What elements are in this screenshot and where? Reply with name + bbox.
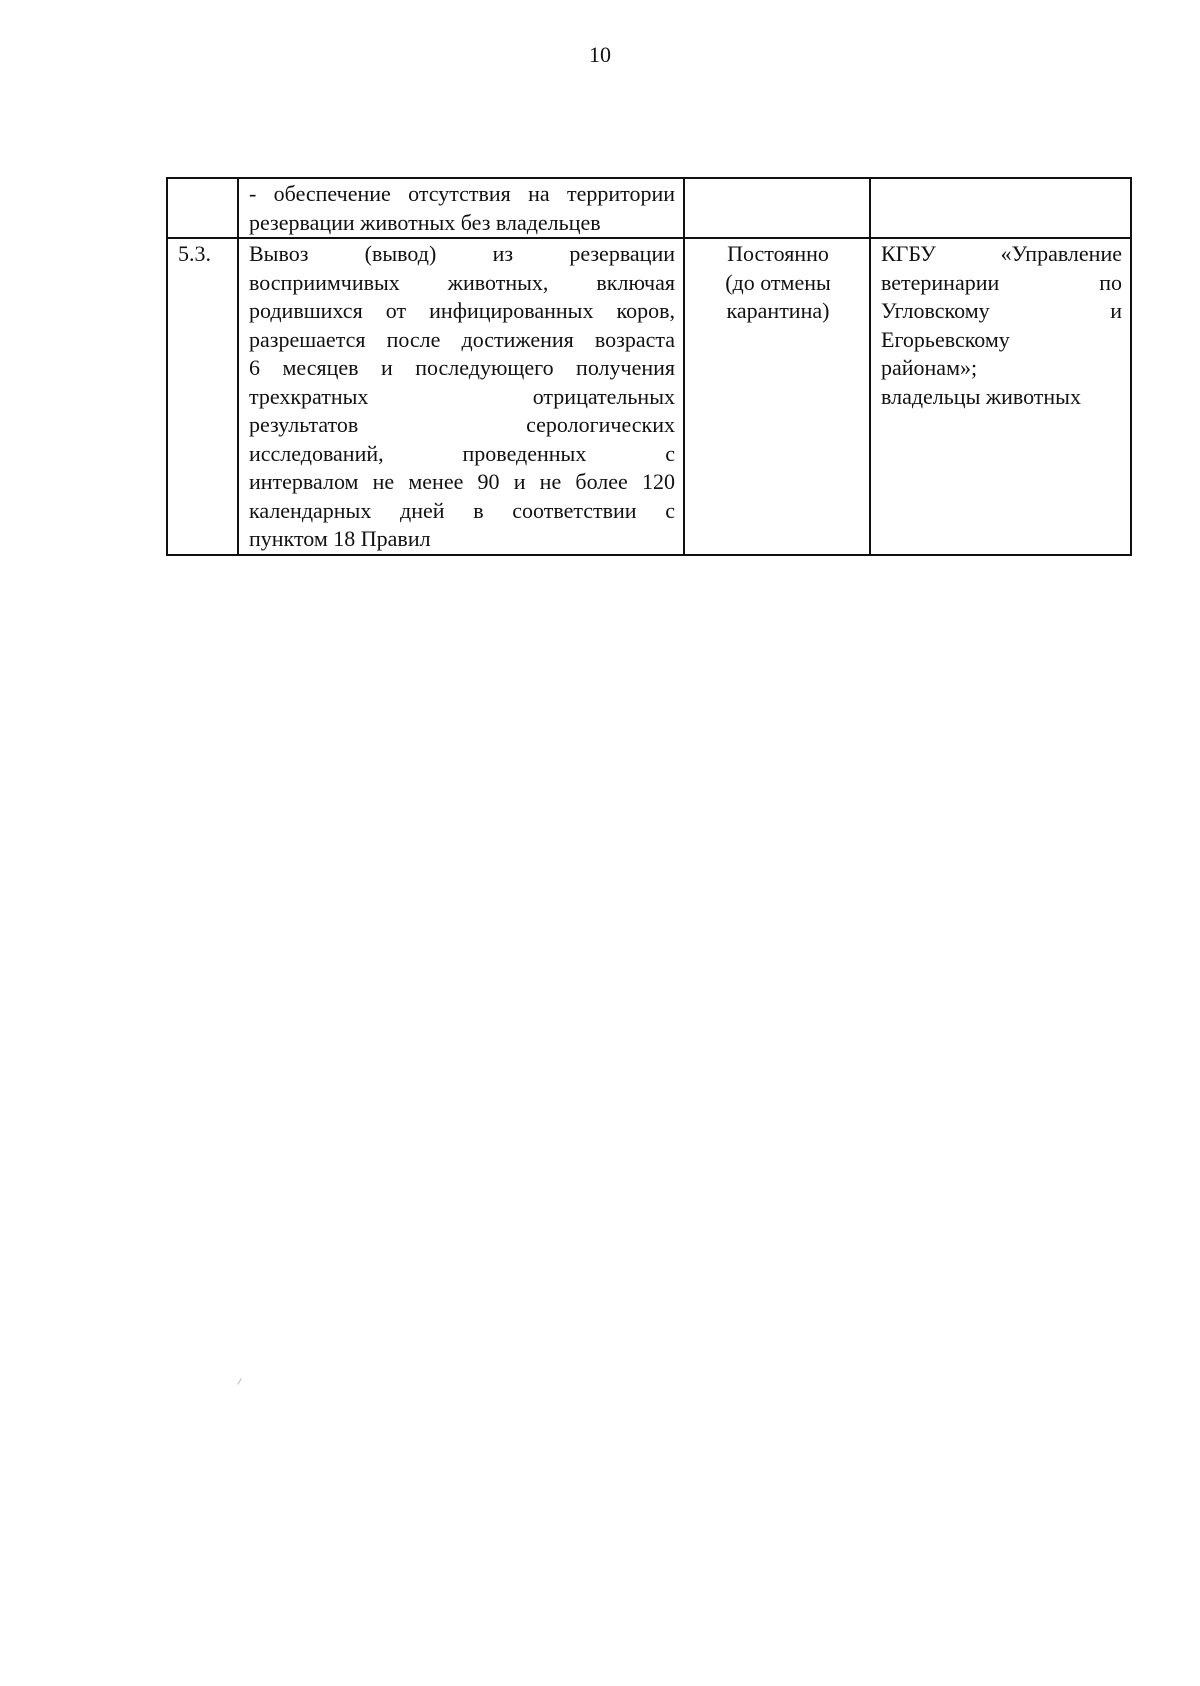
measure-text-line: исследований, проведенных с	[249, 440, 675, 466]
table-row	[167, 178, 1131, 238]
scan-artifact-mark	[237, 1378, 241, 1385]
responsible-line: владельцы животных	[881, 383, 1081, 409]
measure-text-line: интервалом не менее 90 и не более 120	[249, 469, 675, 494]
measure-text-line: пунктом 18 Правил	[249, 526, 431, 551]
measure-text-line: восприимчивых животных, включая	[249, 269, 675, 295]
measure-text-line: трехкратных отрицательных	[249, 383, 675, 409]
measure-text-line: 6 месяцев и последующего получения	[249, 355, 675, 380]
responsible-line: Егорьевскому	[881, 326, 1010, 352]
row-number-cell	[167, 178, 238, 238]
responsible-line: КГБУ «Управление	[881, 241, 1122, 266]
measure-text-line: разрешается после достижения возраста	[249, 326, 675, 352]
measure-text-cell	[238, 178, 684, 238]
row-number-cell: 5.3.	[167, 238, 238, 555]
term-cell	[684, 238, 870, 555]
term-line: Постоянно	[727, 241, 829, 266]
responsible-line: районам»;	[881, 355, 978, 380]
term-line: карантина)	[726, 298, 830, 323]
page-number: 10	[589, 42, 611, 67]
responsible-line: ветеринарии по	[881, 269, 1122, 295]
responsible-cell	[870, 178, 1131, 238]
measure-text-line: результатов серологических	[249, 412, 675, 437]
responsible-cell	[870, 238, 1131, 555]
table-row	[167, 238, 1131, 555]
measure-text-line: Вывоз (вывод) из резервации	[249, 241, 675, 266]
measure-text-line: календарных дней в соответствии с	[249, 497, 675, 523]
measures-table	[166, 177, 1132, 556]
measure-text-line: резервации животных без владельцев	[249, 209, 601, 235]
term-line: (до отмены	[725, 269, 831, 295]
responsible-line: Угловскому и	[881, 298, 1122, 323]
measure-text-cell	[238, 238, 684, 555]
measure-text-line: - обеспечение отсутствия на территории	[249, 181, 675, 206]
measure-text-line: родившихся от инфицированных коров,	[249, 298, 675, 323]
term-cell	[684, 178, 870, 238]
